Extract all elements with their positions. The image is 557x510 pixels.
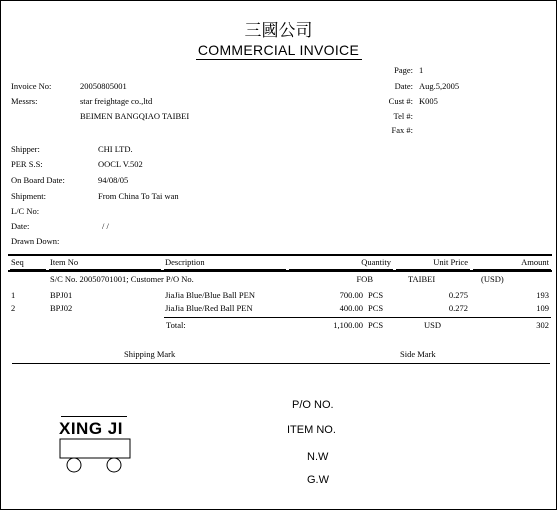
col-seq-header: Seq [11,257,24,267]
header-underline-amount [473,269,551,270]
shipper-label: Shipper: [11,144,40,154]
marks-rule [12,363,550,364]
on-board-value: 94/08/05 [98,175,129,185]
row2-amount: 109 [536,303,549,313]
truck-icon [56,437,136,475]
side-mark-label: Side Mark [400,349,436,359]
row1-price: 0.275 [448,290,468,300]
col-amount-header: Amount [521,257,549,267]
header-underline-item [49,269,161,270]
row2-seq: 2 [11,303,16,313]
date-label: Date: [394,81,413,91]
row2-desc: JiaJia Blue/Red Ball PEN [165,303,253,313]
drawn-down-label: Drawn Down: [11,236,60,246]
header-underline-unit [396,269,470,270]
header-underline-qty [289,269,393,270]
shipper-value: CHI LTD. [98,144,133,154]
header-underline-seq [10,269,46,270]
date2-value: / / [102,221,109,231]
mark-nw: N.W [307,451,329,463]
total-currency: USD [424,320,442,330]
total-qty: 1,100.00 [333,320,363,330]
shipment-label: Shipment: [11,191,46,201]
messrs-line2: BEIMEN BANGQIAO TAIBEI [80,111,190,121]
page-label: Page: [394,65,413,75]
company-name: 三國公司 [244,21,313,40]
row1-uom: PCS [368,290,384,300]
shipment-value: From China To Tai wan [98,191,179,201]
fax-label: Fax #: [391,125,413,135]
per-ss-label: PER S.S: [11,159,43,169]
row2-uom: PCS [368,303,384,313]
messrs-line1: star freightage co.,ltd [80,96,153,106]
terms-currency: (USD) [481,274,504,284]
col-unit-header: Unit Price [433,257,468,267]
col-qty-header: Quantity [361,257,391,267]
logo-text: XING JI [59,419,123,438]
invoice-no-label: Invoice No: [11,81,52,91]
page-value: 1 [419,65,424,75]
lc-no-label: L/C No: [11,206,40,216]
row2-item: BPJ02 [50,303,73,313]
row1-item: BPJ01 [50,290,73,300]
date2-label: Date: [11,221,30,231]
header-underline-desc [164,269,286,270]
row1-amount: 193 [536,290,549,300]
cust-value: K005 [419,96,438,106]
date-value: Aug.5,2005 [419,81,460,91]
col-desc-header: Description [165,257,205,267]
per-ss-value: OOCL V.502 [98,159,143,169]
on-board-label: On Board Date: [11,175,65,185]
cust-label: Cust #: [388,96,413,106]
mark-po-no: P/O NO. [292,399,334,411]
total-label: Total: [166,320,186,330]
sc-line: S/C No. 20050701001; Customer P/O No. [50,274,194,284]
row1-seq: 1 [11,290,16,300]
total-rule [164,317,551,318]
document-title: COMMERCIAL INVOICE [197,42,360,58]
total-amount: 302 [536,320,549,330]
row1-desc: JiaJia Blue/Blue Ball PEN [165,290,255,300]
logo-top-rule [61,416,127,417]
total-uom: PCS [368,320,384,330]
mark-item-no: ITEM NO. [287,424,336,436]
messrs-label: Messrs: [11,96,38,106]
title-underline [196,59,362,60]
invoice-no-value: 20050805001 [80,81,127,91]
row2-price: 0.272 [448,303,468,313]
terms-port: TAIBEI [408,274,436,284]
tel-label: Tel #: [393,111,413,121]
col-item-header: Item No [50,257,79,267]
terms-fob: FOB [356,274,373,284]
mark-gw: G.W [307,474,329,486]
row1-qty: 700.00 [339,290,363,300]
row2-qty: 400.00 [339,303,363,313]
shipping-mark-label: Shipping Mark [124,349,176,359]
